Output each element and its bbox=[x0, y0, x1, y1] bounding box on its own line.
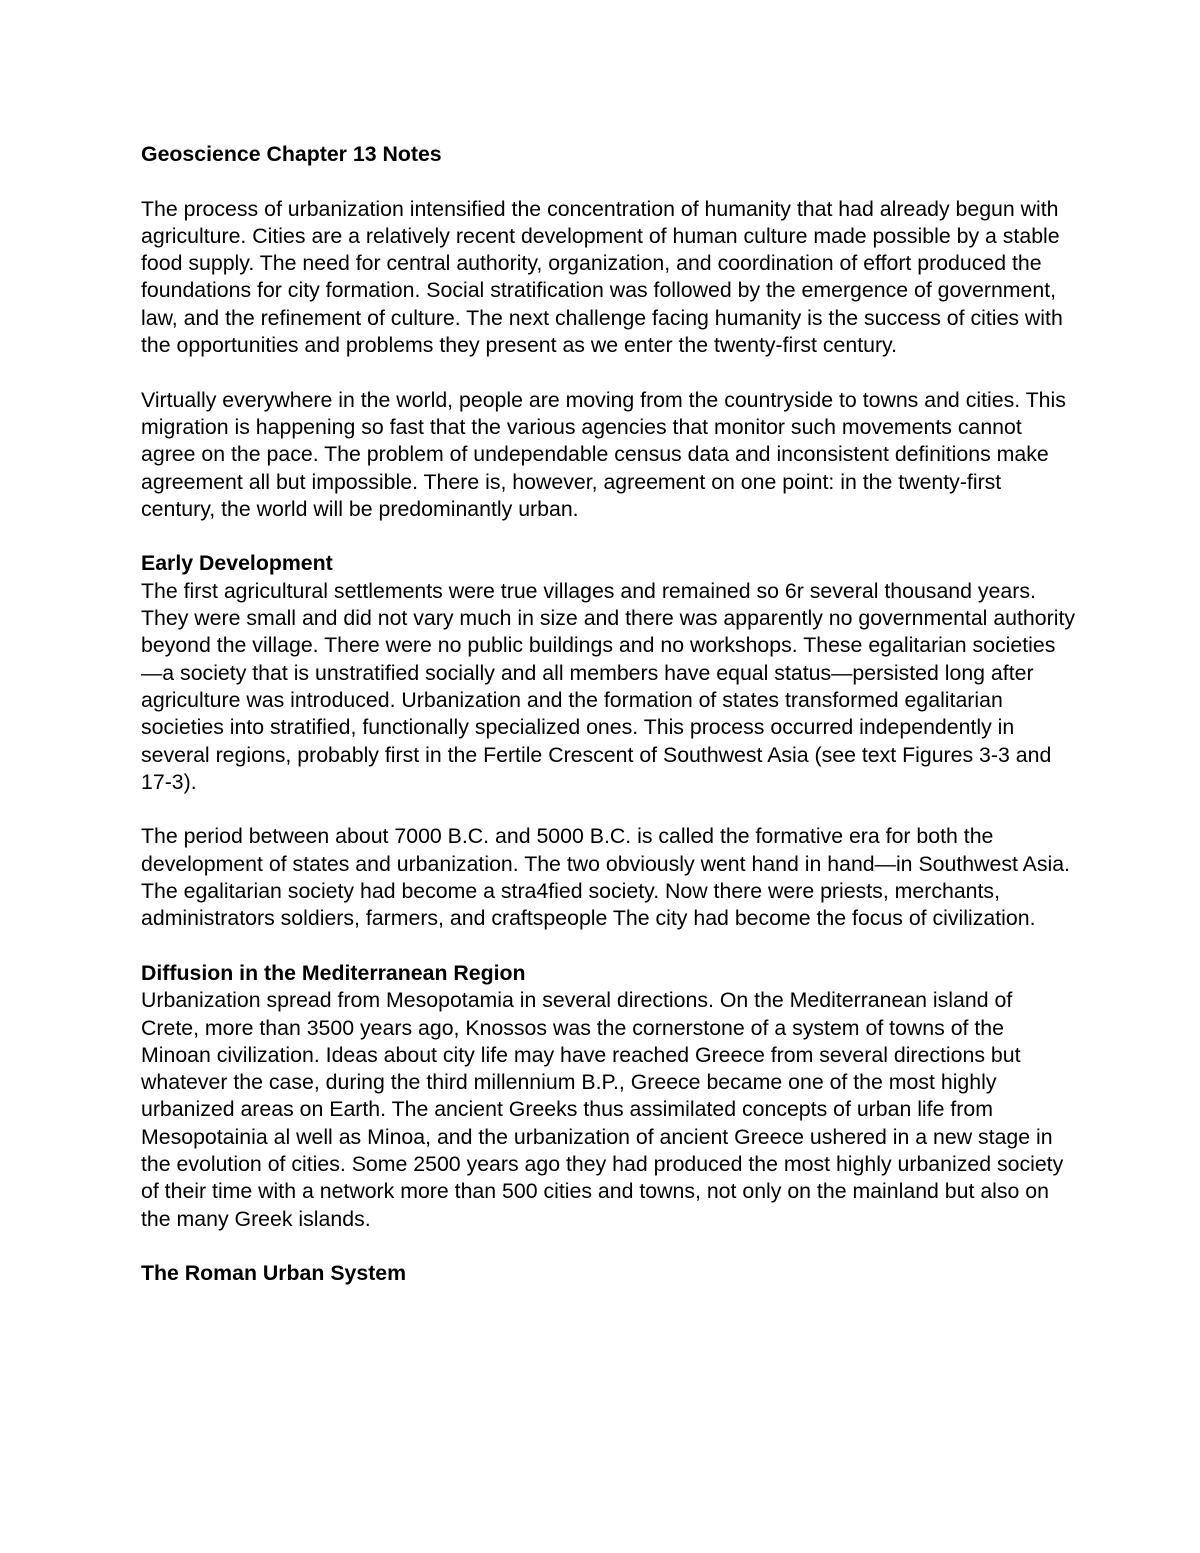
document-page bbox=[141, 141, 1076, 1287]
intro-paragraph-2: Virtually everywhere in the world, people are moving from the countryside to towns and cities. This migration is happening so fast that the various agencies that monitor such movements cannot agree on the pace. The problem of undependable census data and inconsistent definitions make agreement all but impossible. There is, however, agreement on one point: in the twenty-first century, the world will be predominantly urban. bbox=[141, 387, 1066, 521]
early-development-paragraph-2: The period between about 7000 B.C. and 5000 B.C. is called the formative era for both the development of states and urbanization. The two obviously went hand in hand—in Southwest Asia. The egalitarian society had become a stra4fied society. Now there were priests, merchants, administrators soldiers, farmers, and craftspeople The city had become the focus of civilization. bbox=[141, 824, 1070, 931]
mediterranean-diffusion-paragraph-1: Urbanization spread from Mesopotamia in several directions. On the Mediterranean island of Crete, more than 3500 years ago, Knossos was the cornerstone of a system of towns of the Minoan civilization. Ideas about city life may have reached Greece from several directions but whatever the case, during the third millennium B.P., Greece became one of the most highly urbanized areas on Earth. The ancient Greeks thus assimilated concepts of urban life from Mesopotainia al well as Minoa, and the urbanization of ancient Greece ushered in a new stage in the evolution of cities. Some 2500 years ago they had produced the most highly urbanized society of their time with a network more than 500 cities and towns, not only on the mainland but also on the many Greek islands. bbox=[141, 988, 1064, 1231]
intro-paragraph-1: The process of urbanization intensified the concentration of humanity that had already begun with agriculture. Cities are a relatively recent development of human culture made possible by a stable food supply. The need for central authority, organization, and coordination of effort produced the foundations for city formation. Social stratification was followed by the emergence of government, law, and the refinement of culture. The next challenge facing humanity is the success of cities with the opportunities and problems they present as we enter the twenty-first century. bbox=[141, 196, 1063, 358]
early-development-paragraph-1: The first agricultural settlements were true villages and remained so 6r several thousand years. They were small and did not vary much in size and there was apparently no governmental authority beyond the village. There were no public buildings and no workshops. These egalitarian societies—a society that is unstratified socially and all members have equal status—persisted long after agriculture was introduced. Urbanization and the formation of states transformed egalitarian societies into stratified, functionally specialized ones. This process occurred independently in several regions, probably first in the Fertile Crescent of Southwest Asia (see text Figures 3-3 and 17-3). bbox=[141, 578, 1076, 794]
section-heading-early-development: Early Development bbox=[141, 551, 333, 576]
section-heading-roman-urban-system: The Roman Urban System bbox=[141, 1261, 407, 1286]
document-title: Geoscience Chapter 13 Notes bbox=[141, 142, 442, 166]
section-heading-mediterranean-diffusion: Diffusion in the Mediterranean Region bbox=[141, 960, 526, 985]
